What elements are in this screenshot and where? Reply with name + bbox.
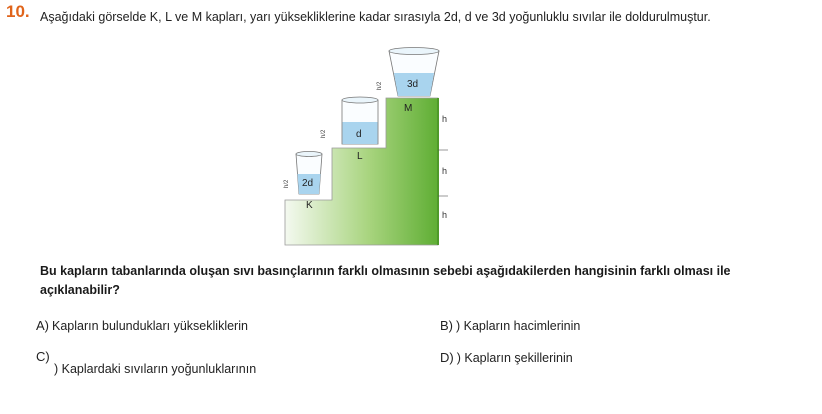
option-b-text: ) Kapların hacimlerinin (456, 319, 581, 333)
container-k-liquid: 2d (302, 178, 314, 189)
option-d[interactable] (440, 350, 573, 365)
container-k-label: K (306, 200, 313, 211)
container-l-label: L (357, 151, 363, 162)
step-label-bottom: h (442, 210, 448, 220)
container-l-liquid: d (356, 129, 362, 140)
option-c-text[interactable]: ) Kaplardaki sıvıların yoğunluklarının (54, 362, 257, 376)
option-d-text: ) Kapların şekillerinin (456, 351, 573, 365)
container-m-liquid: 3d (407, 79, 419, 90)
option-b-letter: B) (440, 318, 453, 333)
container-k-height: h/2 (284, 179, 290, 188)
option-a-text: Kapların bulundukları yüksekliklerin (52, 319, 248, 333)
question-number: 10. (6, 2, 30, 21)
container-m-height: h/2 (377, 81, 383, 90)
container-l-height: h/2 (321, 129, 327, 138)
option-a-letter: A) (36, 318, 49, 333)
staircase-diagram (262, 40, 462, 250)
option-d-letter: D) (440, 350, 454, 365)
container-m-label: M (404, 103, 413, 114)
step-label-mid: h (442, 166, 448, 176)
step-label-top: h (442, 114, 448, 124)
question-stem: Aşağıdaki görselde K, L ve M kapları, yarı yüksekliklerine kadar sırasıyla 2d, d ve 3d yoğunluklu sıvılar ile doldurulmuştur. (40, 10, 711, 24)
question-prompt: Bu kapların tabanlarında oluşan sıvı basınçlarının farklı olmasının sebebi aşağıdakilerden hangisinin farklı olması ile açıklanabilir? (40, 264, 731, 297)
option-a[interactable] (36, 318, 248, 333)
option-b[interactable] (440, 318, 580, 333)
option-c-letter[interactable]: C) (36, 349, 50, 364)
figure (262, 40, 462, 250)
